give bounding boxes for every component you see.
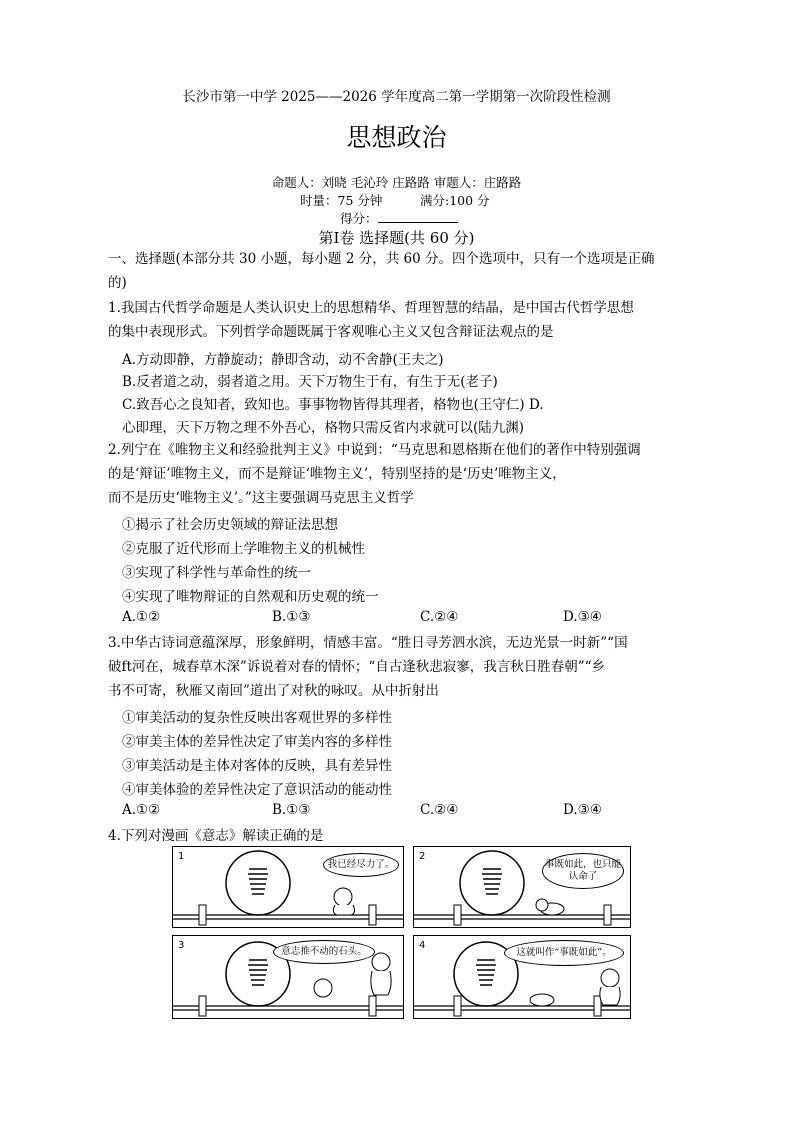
- q2-option-d: D.③④: [563, 609, 602, 625]
- q3-stem-line-3: 书不可寄，秋雁又南回”道出了对秋的咏叹。从中折射出: [108, 683, 439, 699]
- q4-stem-line-1: 4.下列对漫画《意志》解读正确的是: [108, 828, 324, 844]
- section-title: 第Ⅰ卷 选择题(共 60 分): [318, 229, 475, 247]
- instructions-line-1: 一、选择题(本部分共 30 小题，每小题 2 分，共 60 分。四个选项中，只有一个选项是正确: [108, 251, 655, 267]
- q1-stem-line-2: 的集中表现形式。下列哲学命题既属于客观唯心主义又包含辩证法观点的是: [108, 324, 554, 340]
- post-left: [199, 996, 206, 1016]
- post-right: [604, 905, 611, 925]
- character-head: [314, 979, 332, 997]
- q3-item-3: ③审美活动是主体对客体的反映，具有差异性: [122, 758, 392, 774]
- q3-item-4: ④审美体验的差异性决定了意识活动的能动性: [122, 782, 392, 798]
- q3-option-c: C.②④: [420, 802, 459, 818]
- speech-bubble: 意志推不动的石头。: [273, 940, 375, 964]
- q2-item-4: ④实现了唯物辩证的自然观和历史观的统一: [122, 589, 379, 605]
- q3-option-b: B.①③: [272, 802, 311, 818]
- q2-option-a: A.①②: [122, 609, 161, 625]
- boulder: [460, 851, 524, 915]
- speech-bubble: 我已经尽力了。: [323, 853, 399, 877]
- q1-option-c: C.致吾心之良知者，致知也。事事物物皆得其理者，格物也(王守仁) D.: [122, 397, 544, 413]
- panel-number: 4: [419, 940, 426, 951]
- observer-body: [600, 987, 620, 1005]
- q1-option-a: A.方动即静，方静旋动；静即含动，动不舍静(王夫之): [122, 352, 444, 368]
- comic-panel-2: [413, 846, 631, 928]
- observer-head: [372, 953, 390, 971]
- q2-item-1: ①揭示了社会历史领域的辩证法思想: [122, 517, 338, 533]
- authors-line: 命题人：刘晓 毛沁玲 庄路路 审题人：庄路路: [271, 175, 522, 190]
- post-left: [199, 905, 206, 925]
- q1-option-b: B.反者道之动，弱者道之用。天下万物生于有，有生于无(老子): [122, 374, 498, 390]
- speech-bubble: 这就叫作“事既如此”。: [504, 940, 624, 966]
- q3-stem-line-2: 破ft河在，城春草木深”诉说着对春的情怀；“自古逢秋悲寂寥，我言秋日胜春朝”“乡: [108, 659, 606, 675]
- q3-item-2: ②审美主体的差异性决定了审美内容的多样性: [122, 734, 392, 750]
- boulder: [226, 851, 290, 915]
- q1-stem-line-1: 1.我国古代哲学命题是人类认识史上的思想精华、哲理智慧的结晶，是中国古代哲学思想: [108, 300, 634, 316]
- q1-option-d: 心即理，天下万物之理不外吾心，格物只需反省内求就可以(陆九渊): [122, 420, 525, 436]
- panel-number: 3: [178, 940, 185, 951]
- q3-item-1: ①审美活动的复杂性反映出客观世界的多样性: [122, 710, 392, 726]
- q2-stem-line-1: 2.列宁在《唯物主义和经验批判主义》中说到：“马克思和恩格斯在他们的著作中特别强调: [108, 442, 641, 458]
- instructions-line-2: 的): [108, 275, 127, 291]
- score-label: 得分：: [340, 211, 378, 226]
- post-left: [454, 996, 461, 1016]
- full-score: 满分:100 分: [420, 193, 490, 208]
- q2-option-b: B.①③: [272, 609, 311, 625]
- speech-bubble: 事既如此，也只能认命了: [542, 853, 624, 889]
- observer-head: [601, 969, 619, 987]
- q2-item-2: ②克服了近代形而上学唯物主义的机械性: [122, 541, 365, 557]
- q2-stem-line-2: 的是‘辩证’唯物主义，而不是辩证‘唯物主义’，特别坚持的是‘历史’唯物主义，: [108, 466, 566, 482]
- q2-option-c: C.②④: [420, 609, 459, 625]
- subject-title: 思想政治: [346, 123, 447, 152]
- q3-stem-line-1: 3.中华古诗词意蕴深厚，形象鲜明，情感丰富。“胜日寻芳泗水滨，无边光景一时新”“国: [108, 635, 628, 651]
- comic-panel-3: [172, 935, 404, 1019]
- q2-item-3: ③实现了科学性与革命性的统一: [122, 565, 311, 581]
- time-limit: 时量：75 分钟: [300, 193, 383, 208]
- panel-number: 2: [419, 851, 426, 862]
- post-right: [369, 996, 376, 1016]
- post-left: [454, 905, 461, 925]
- q3-option-a: A.①②: [122, 802, 161, 818]
- score-blank: [378, 210, 458, 223]
- post-right: [369, 905, 376, 925]
- character-head: [334, 888, 352, 906]
- character-body: [333, 905, 354, 915]
- panel-number: 1: [178, 851, 185, 862]
- character-lying: [530, 994, 554, 1006]
- comic-panel-1: [172, 846, 404, 928]
- comic-panel-4: [413, 935, 631, 1019]
- observer-body: [371, 971, 391, 995]
- q2-stem-line-3: 而不是历史‘唯物主义’。”这主要强调马克思主义哲学: [108, 490, 414, 506]
- exam-title: 长沙市第一中学 2025——2026 学年度高二第一学期第一次阶段性检测: [182, 89, 611, 105]
- score-field: [340, 209, 458, 227]
- q3-option-d: D.③④: [563, 802, 602, 818]
